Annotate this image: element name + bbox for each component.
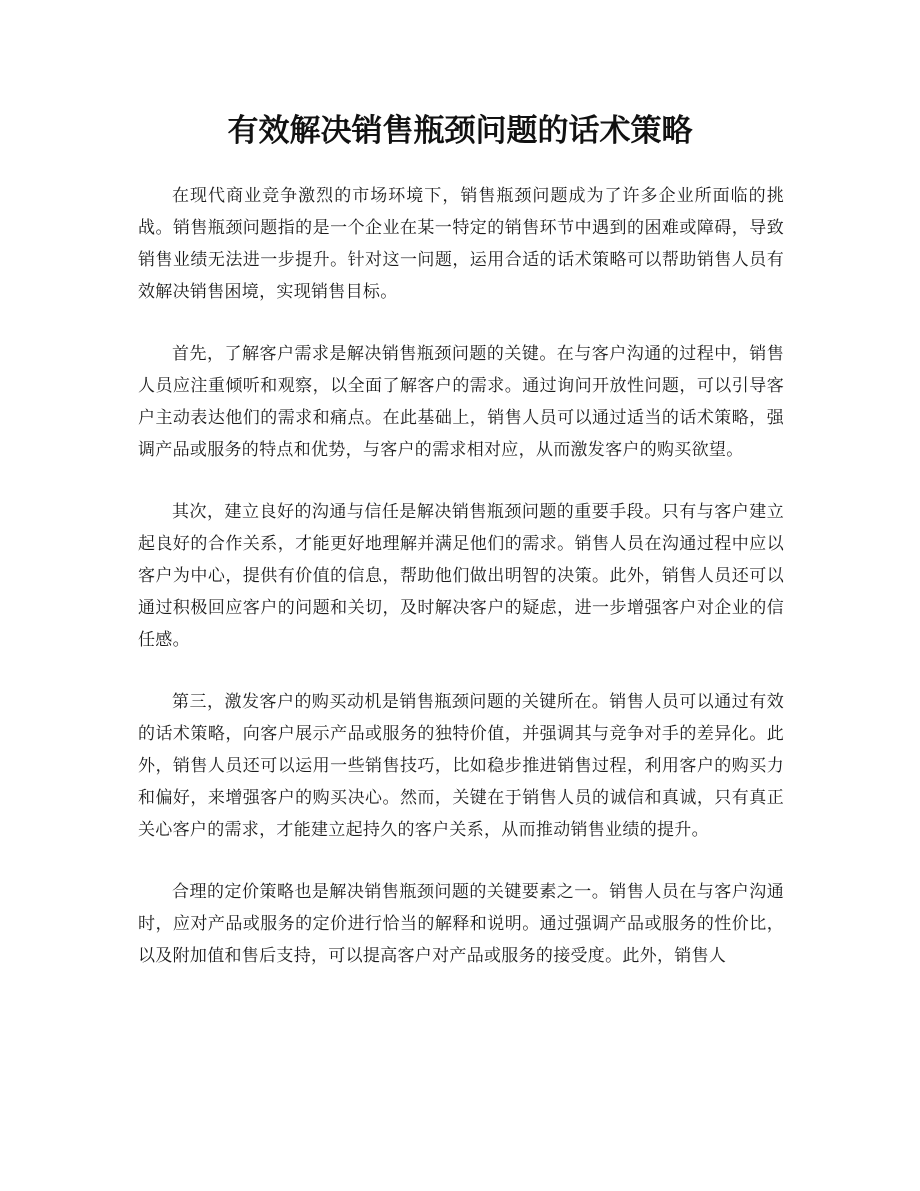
paragraph-purchase-motivation: 第三，激发客户的购买动机是销售瓶颈问题的关键所在。销售人员可以通过有效的话术策略，向客户展示产品或服务的独特价值，并强调其与竞争对手的差异化。此外，销售人员还可以运用一些销售技巧，比如稳步推进销售过程，利用客户的购买力和偏好，来增强客户的购买决心。然而，关键在于销售人员的诚信和真诚，只有真正关心客户的需求，才能建立起持久的客户关系，从而推动销售业绩的提升。 [138, 692, 784, 840]
paragraph-communication-trust: 其次，建立良好的沟通与信任是解决销售瓶颈问题的重要手段。只有与客户建立起良好的合作关系，才能更好地理解并满足他们的需求。销售人员在沟通过程中应以客户为中心，提供有价值的信息，帮助他们做出明智的决策。此外，销售人员还可以通过积极回应客户的问题和关切，及时解决客户的疑虑，进一步增强客户对企业的信任感。 [138, 502, 784, 650]
document-body [138, 180, 784, 1002]
paragraph-intro: 在现代商业竞争激烈的市场环境下，销售瓶颈问题成为了许多企业所面临的挑战。销售瓶颈问题指的是一个企业在某一特定的销售环节中遇到的困难或障碍，导致销售业绩无法进一步提升。针对这一问题，运用合适的话术策略可以帮助销售人员有效解决销售困境，实现销售目标。 [138, 186, 784, 302]
paragraph-pricing-strategy: 合理的定价策略也是解决销售瓶颈问题的关键要素之一。销售人员在与客户沟通时，应对产品或服务的定价进行恰当的解释和说明。通过强调产品或服务的性价比，以及附加值和售后支持，可以提高客户对产品或服务的接受度。此外，销售人 [138, 882, 784, 966]
paragraph-customer-needs: 首先，了解客户需求是解决销售瓶颈问题的关键。在与客户沟通的过程中，销售人员应注重倾听和观察，以全面了解客户的需求。通过询问开放性问题，可以引导客户主动表达他们的需求和痛点。在此基础上，销售人员可以通过适当的话术策略，强调产品或服务的特点和优势，与客户的需求相对应，从而激发客户的购买欲望。 [138, 344, 784, 460]
document-title: 有效解决销售瓶颈问题的话术策略 [227, 113, 693, 149]
